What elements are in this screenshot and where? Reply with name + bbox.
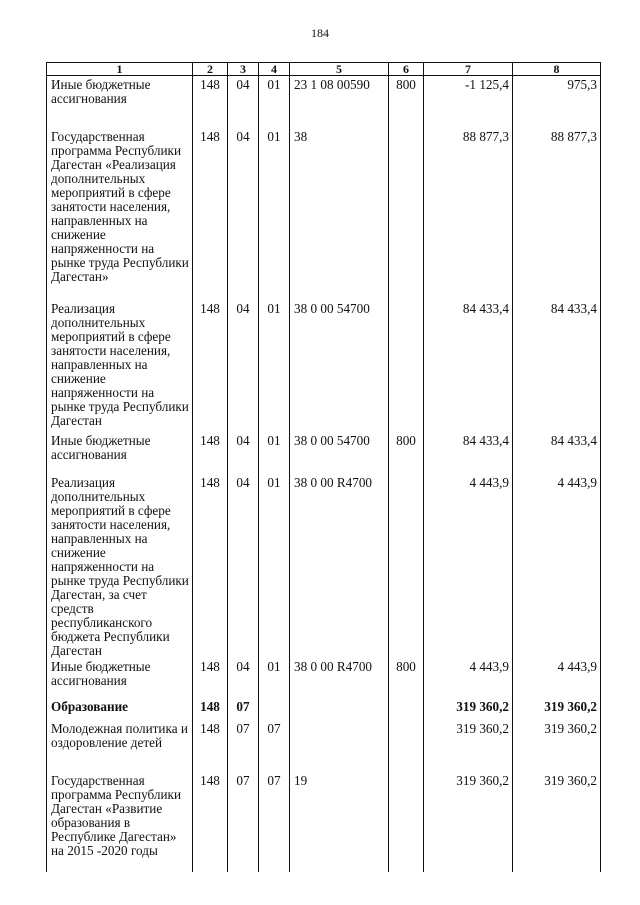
cell-target-article [290,720,389,772]
row-label: Иные бюджетные ассигнования [47,76,193,128]
cell-target-article: 38 0 00 54700 [290,432,389,474]
cell-section-code: 04 [228,300,259,432]
row-label: Государственная программа Республики Дагестан «Реализация дополнительных мероприятий в сфере занятости населения, направленных на снижение напряженности на рынке труда Республики Дагестан» [47,128,193,300]
cell-subsection-code: 01 [259,128,290,300]
table-row [47,658,601,698]
cell-ministry-code: 148 [193,658,228,698]
table-row [47,76,601,128]
cell-section-code: 07 [228,698,259,720]
cell-expense-type [389,300,424,432]
cell-ministry-code: 148 [193,76,228,128]
cell-amount-2: 84 433,4 [513,300,601,432]
cell-target-article: 23 1 08 00590 [290,76,389,128]
cell-expense-type [389,474,424,658]
budget-table-container [46,62,601,872]
table-row [47,720,601,772]
table-row [47,474,601,658]
cell-expense-type: 800 [389,76,424,128]
row-label: Молодежная политика и оздоровление детей [47,720,193,772]
cell-subsection-code: 01 [259,300,290,432]
cell-expense-type [389,698,424,720]
cell-amount-1: 319 360,2 [424,772,513,872]
row-label: Иные бюджетные ассигнования [47,432,193,474]
cell-amount-1: 319 360,2 [424,698,513,720]
cell-section-code: 04 [228,658,259,698]
table-row [47,772,601,872]
row-label: Иные бюджетные ассигнования [47,658,193,698]
cell-section-code: 07 [228,772,259,872]
cell-expense-type [389,720,424,772]
cell-amount-2: 88 877,3 [513,128,601,300]
cell-subsection-code [259,698,290,720]
cell-target-article: 38 [290,128,389,300]
column-header: 2 [193,63,228,76]
cell-subsection-code: 07 [259,772,290,872]
cell-expense-type: 800 [389,432,424,474]
column-header: 8 [513,63,601,76]
row-label: Образование [47,698,193,720]
row-label: Государственная программа Республики Дагестан «Развитие образования в Республике Дагестан» на 2015 -2020 годы [47,772,193,872]
cell-ministry-code: 148 [193,474,228,658]
cell-target-article [290,698,389,720]
cell-section-code: 04 [228,474,259,658]
cell-amount-2: 4 443,9 [513,658,601,698]
cell-amount-1: 84 433,4 [424,432,513,474]
cell-ministry-code: 148 [193,432,228,474]
cell-target-article: 38 0 00 R4700 [290,658,389,698]
cell-expense-type [389,772,424,872]
table-row [47,432,601,474]
cell-amount-2: 319 360,2 [513,772,601,872]
table-row [47,698,601,720]
cell-ministry-code: 148 [193,698,228,720]
cell-expense-type: 800 [389,658,424,698]
column-header: 3 [228,63,259,76]
cell-ministry-code: 148 [193,300,228,432]
cell-amount-1: 319 360,2 [424,720,513,772]
cell-amount-2: 84 433,4 [513,432,601,474]
cell-amount-1: 88 877,3 [424,128,513,300]
cell-amount-1: 84 433,4 [424,300,513,432]
header-row [47,63,601,76]
table-row [47,128,601,300]
row-label: Реализация дополнительных мероприятий в сфере занятости населения, направленных на снижение напряженности на рынке труда Республики Дагестан, за счет средств республиканского бюджета Республики Дагестан [47,474,193,658]
table-body [47,76,601,872]
row-label: Реализация дополнительных мероприятий в сфере занятости населения, направленных на снижение напряженности на рынке труда Республики Дагестан [47,300,193,432]
cell-target-article: 38 0 00 54700 [290,300,389,432]
column-header: 7 [424,63,513,76]
cell-section-code: 04 [228,432,259,474]
column-header: 5 [290,63,389,76]
cell-amount-2: 319 360,2 [513,720,601,772]
cell-target-article: 19 [290,772,389,872]
cell-amount-2: 319 360,2 [513,698,601,720]
cell-subsection-code: 01 [259,474,290,658]
cell-ministry-code: 148 [193,128,228,300]
cell-amount-1: 4 443,9 [424,658,513,698]
table-row [47,300,601,432]
cell-ministry-code: 148 [193,720,228,772]
cell-amount-1: 4 443,9 [424,474,513,658]
cell-amount-2: 975,3 [513,76,601,128]
column-header: 1 [47,63,193,76]
cell-section-code: 04 [228,76,259,128]
cell-section-code: 04 [228,128,259,300]
cell-amount-1: -1 125,4 [424,76,513,128]
budget-table [46,62,601,872]
cell-amount-2: 4 443,9 [513,474,601,658]
page-number: 184 [311,26,329,40]
cell-ministry-code: 148 [193,772,228,872]
cell-section-code: 07 [228,720,259,772]
cell-target-article: 38 0 00 R4700 [290,474,389,658]
cell-subsection-code: 07 [259,720,290,772]
column-header: 4 [259,63,290,76]
cell-subsection-code: 01 [259,76,290,128]
cell-subsection-code: 01 [259,432,290,474]
column-header: 6 [389,63,424,76]
cell-expense-type [389,128,424,300]
cell-subsection-code: 01 [259,658,290,698]
